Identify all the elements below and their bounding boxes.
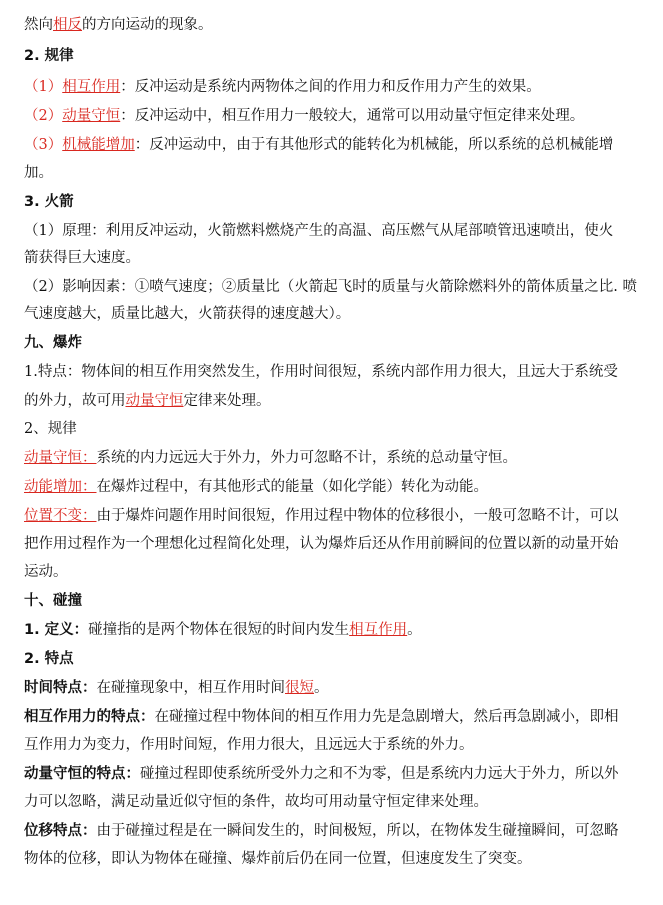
rule-item [24, 77, 644, 97]
text-line: 箭获得巨大速度。 [24, 250, 140, 266]
section-heading: 九、爆炸 [24, 335, 82, 351]
text: 由于爆炸问题作用时间很短，作用过程中物体的位移很小，一般可忽略不计，可以 [96, 508, 619, 524]
highlight-term: 动量守恒 [125, 393, 184, 409]
text-line: 加。 [24, 165, 53, 181]
text: 反冲运动中，相互作用力一般较大，通常可以用动量守恒定律来处理。 [134, 108, 585, 124]
feature-line [24, 678, 644, 698]
feature-line [24, 707, 644, 727]
rule-item [24, 448, 644, 468]
text: 碰撞过程即使系统所受外力之和不为零，但是系统内力远大于外力，所以外 [140, 766, 619, 782]
highlight-term: 很短 [285, 680, 314, 696]
text: 碰撞指的是两个物体在很短的时间内发生 [88, 622, 350, 638]
item-number: （1） [24, 79, 63, 95]
text-line: 物体的位移，即认为物体在碰撞、爆炸前后仍在同一位置，但速度发生了突变。 [24, 851, 532, 867]
definition-label: 1. 定义： [24, 622, 89, 638]
text: 定律来处理。 [183, 393, 271, 409]
text-line [24, 391, 644, 411]
highlight-term: 动量守恒 [62, 108, 121, 124]
text: ： [134, 137, 150, 153]
text: 的外力，故可用 [24, 393, 126, 409]
subsection-heading: 2、规律 [24, 421, 77, 437]
highlight-term: 相互作用 [349, 622, 408, 638]
rule-item [24, 106, 644, 126]
section-heading: 十、碰撞 [24, 593, 82, 609]
section-heading: 2. 规律 [24, 48, 74, 64]
text: 然向 [24, 17, 53, 33]
feature-label: 动量守恒的特点： [24, 766, 140, 782]
section-heading: 3. 火箭 [24, 194, 74, 210]
highlight-term: 机械能增加 [62, 137, 135, 153]
text: 在爆炸过程中，有其他形式的能量（如化学能）转化为动能。 [96, 479, 488, 495]
feature-label: 相互作用力的特点： [24, 709, 155, 725]
definition-line [24, 620, 644, 640]
text-line: （1）原理：利用反冲运动，火箭燃料燃烧产生的高温、高压燃气从尾部喷管迅速喷出，使火 [24, 223, 614, 239]
item-number: （3） [24, 137, 63, 153]
highlight-term: 动能增加： [24, 479, 97, 495]
feature-line [24, 821, 644, 841]
text: 反冲运动中，由于有其他形式的能转化为机械能，所以系统的总机械能增 [149, 137, 614, 153]
text: 。 [314, 680, 329, 696]
text-line: （2）影响因素：①喷气速度；②质量比（火箭起飞时的质量与火箭除燃料外的箭体质量之比. 喷 [24, 279, 637, 295]
text: 在碰撞现象中，相互作用时间 [96, 680, 285, 696]
rule-item [24, 135, 644, 155]
text-line: 把作用过程作为一个理想化过程简化处理，认为爆炸后还从作用前瞬间的位置以新的动量开始 [24, 536, 619, 552]
text: 系统的内力远远大于外力，外力可忽略不计，系统的总动量守恒。 [96, 450, 517, 466]
text: 由于碰撞过程是在一瞬间发生的，时间极短，所以，在物体发生碰撞瞬间，可忽略 [96, 823, 619, 839]
text: 。 [407, 622, 422, 638]
text: 反冲运动是系统内两物体之间的作用力和反作用力产生的效果。 [134, 79, 541, 95]
feature-line [24, 764, 644, 784]
text-line: 气速度越大，质量比越大，火箭获得的速度越大）。 [24, 306, 351, 322]
text: ： [120, 108, 135, 124]
text-line: 运动。 [24, 564, 68, 580]
text: 在碰撞过程中物体间的相互作用力先是急剧增大，然后再急剧减小，即相 [154, 709, 619, 725]
text: 的方向运动的现象。 [82, 17, 213, 33]
text: ： [120, 79, 135, 95]
section-heading: 2. 特点 [24, 651, 74, 667]
feature-label: 位移特点： [24, 823, 97, 839]
text-line [24, 15, 644, 35]
highlight-term: 动量守恒： [24, 450, 97, 466]
highlight-term: 相互作用 [62, 79, 121, 95]
highlight-term: 位置不变： [24, 508, 97, 524]
text-line: 力可以忽略，满足动量近似守恒的条件，故均可用动量守恒定律来处理。 [24, 794, 488, 810]
rule-item [24, 506, 644, 526]
item-number: （2） [24, 108, 63, 124]
highlight-term: 相反 [53, 17, 82, 33]
rule-item [24, 477, 644, 497]
text-line: 互作用力为变力，作用时间短，作用力很大，且远远大于系统的外力。 [24, 737, 474, 753]
text-line: 1.特点：物体间的相互作用突然发生，作用时间很短，系统内部作用力很大，且远大于系统受 [24, 364, 618, 380]
feature-label: 时间特点： [24, 680, 97, 696]
